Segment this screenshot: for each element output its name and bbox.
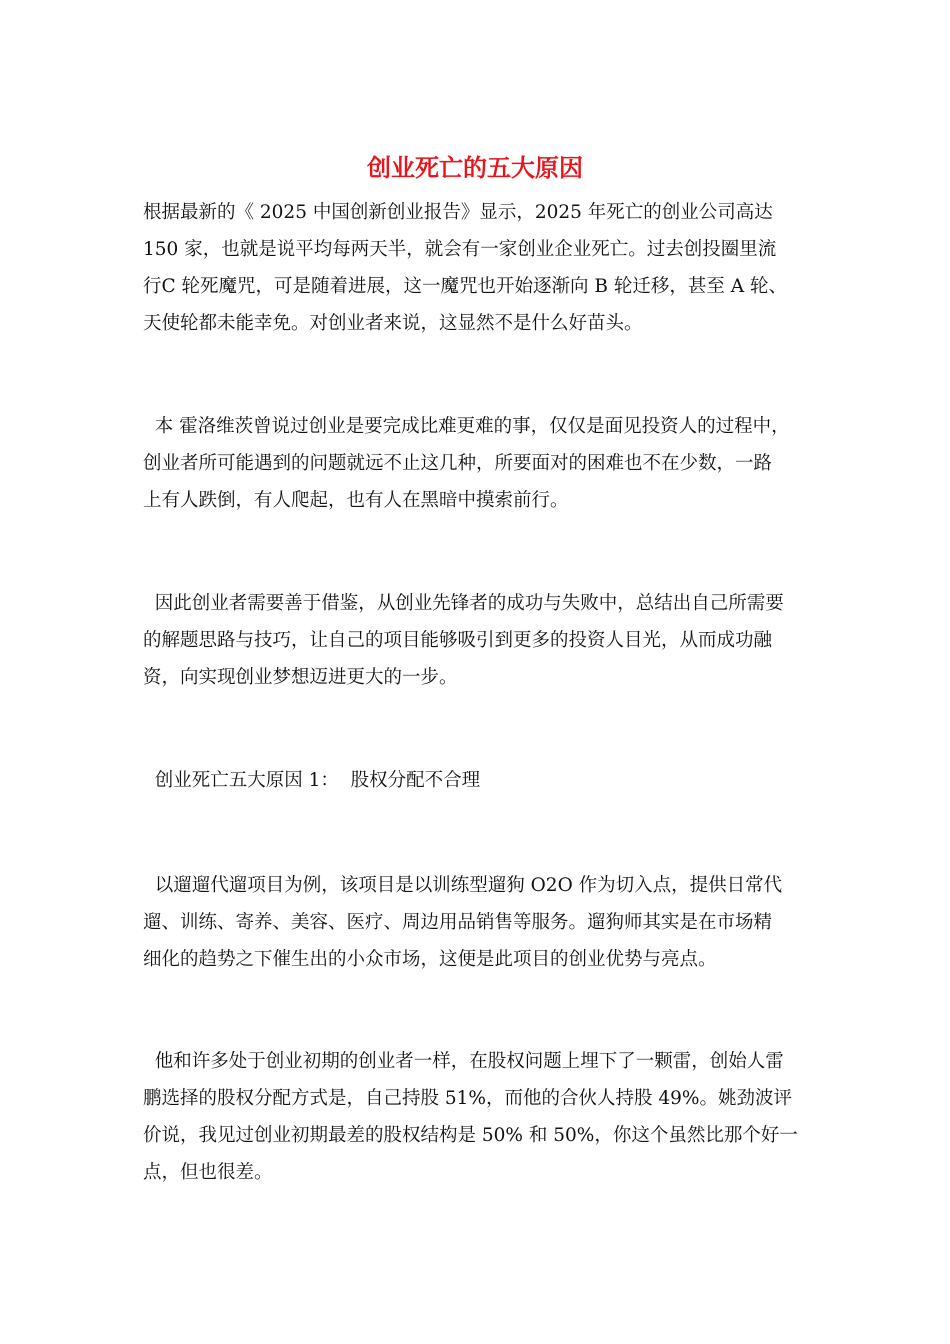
paragraph-intro (143, 194, 811, 342)
paragraph-line: 本 霍洛维茨曾说过创业是要完成比难更难的事，仅仅是面见投资人的过程中， (143, 416, 790, 437)
paragraph-line: 因此创业者需要善于借鉴，从创业先锋者的成功与失败中，总结出自己所需要 (143, 593, 784, 614)
paragraph-line: 150 家，也就是说平均每两天半，就会有一家创业企业死亡。过去创投圈里流 (143, 239, 777, 260)
section-heading-reason-1 (143, 762, 811, 799)
paragraph-line: 根据最新的《 2025 中国创新创业报告》显示，2025 年死亡的创业公司高达 (143, 202, 773, 223)
paragraph-line: 创业死亡五大原因 1： 股权分配不合理 (143, 770, 481, 791)
paragraph-equity (143, 1043, 811, 1191)
paragraph-line: 他和许多处于创业初期的创业者一样，在股权问题上埋下了一颗雷，创始人雷 (143, 1051, 784, 1072)
paragraph-line: 资，向实现创业梦想迈进更大的一步。 (143, 667, 458, 688)
paragraph-learning (143, 585, 811, 696)
document-title: 创业死亡的五大原因 (367, 153, 583, 182)
paragraph-line: 价说，我见过创业初期最差的股权结构是 50% 和 50%，你这个虽然比那个好一 (143, 1125, 798, 1146)
paragraph-line: 鹏选择的股权分配方式是，自己持股 51%，而他的合伙人持股 49%。姚劲波评 (143, 1088, 793, 1109)
paragraph-line: 上有人跌倒，有人爬起，也有人在黑暗中摸索前行。 (143, 490, 569, 511)
paragraph-line: 天使轮都未能幸免。对创业者来说，这显然不是什么好苗头。 (143, 313, 643, 334)
paragraph-line: 行C 轮死魔咒，可是随着进展，这一魔咒也开始逐渐向 B 轮迁移，甚至 A 轮、 (143, 276, 788, 297)
paragraph-liuliu-project (143, 867, 811, 978)
paragraph-line: 点，但也很差。 (143, 1162, 273, 1183)
paragraph-line: 创业者所可能遇到的问题就远不止这几种，所要面对的困难也不在少数，一路 (143, 453, 773, 474)
paragraph-line: 的解题思路与技巧，让自己的项目能够吸引到更多的投资人目光，从而成功融 (143, 630, 773, 651)
paragraph-line: 以遛遛代遛项目为例，该项目是以训练型遛狗 O2O 作为切入点，提供日常代 (143, 875, 783, 896)
paragraph-horowitz (143, 408, 811, 519)
paragraph-line: 遛、训练、寄养、美容、医疗、周边用品销售等服务。遛狗师其实是在市场精 (143, 912, 773, 933)
paragraph-line: 细化的趋势之下催生出的小众市场，这便是此项目的创业优势与亮点。 (143, 949, 717, 970)
